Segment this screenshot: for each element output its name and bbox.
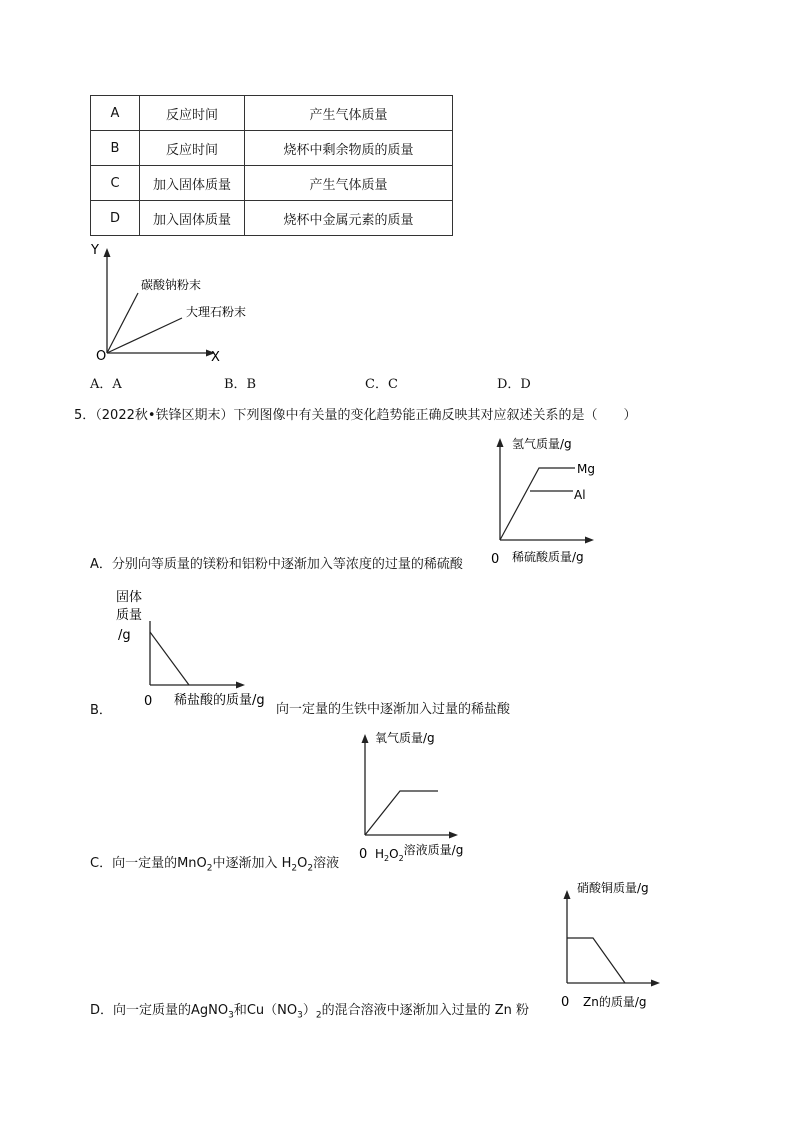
- x-axis-label: 稀硫酸质量/g: [512, 550, 584, 564]
- option-a-text: A．分别向等质量的镁粉和铝粉中逐渐加入等浓度的过量的稀硫酸: [90, 557, 463, 572]
- origin-label: 0: [359, 847, 368, 862]
- y-axis-label: 硝酸铜质量/g: [577, 881, 649, 895]
- choice-b[interactable]: B．B: [224, 377, 257, 392]
- option-b-label: B．: [90, 703, 112, 718]
- line-sodium-carbonate: [107, 293, 138, 353]
- y-axis-arrow-icon: [564, 890, 571, 899]
- x-axis-arrow-icon: [236, 682, 245, 689]
- origin-label: O: [96, 349, 107, 364]
- y-axis-label: 氧气质量/g: [375, 731, 435, 745]
- options-table: [90, 95, 453, 236]
- y-axis-arrow-icon: [362, 734, 369, 743]
- line2-label: 大理石粉末: [186, 305, 247, 319]
- y-axis-label: 氢气质量/g: [512, 437, 572, 451]
- y-axis-arrow-icon: [104, 248, 111, 257]
- option-d-text: D．向一定质量的AgNO$_3$和$Cu(NO_3)_2$的混合溶液中逐渐加入过量的 Zn 粉: [90, 1003, 530, 1021]
- origin-label: 0: [561, 995, 570, 1010]
- line1-label: 碳酸钠粉末: [141, 278, 202, 292]
- line-mg: [500, 468, 575, 540]
- y-axis-arrow-icon: [497, 438, 504, 447]
- x-axis-label: X: [211, 350, 220, 365]
- line-copper-nitrate: [567, 938, 625, 983]
- y-axis-label-2: 质量: [116, 608, 143, 623]
- option-c-text: C．向一定量的MnO$_2$中逐渐加入 $H_2O_2$溶液: [90, 856, 340, 874]
- option-b-text: 向一定量的生铁中逐渐加入过量的稀盐酸: [276, 702, 511, 717]
- q4-graph: [85, 238, 247, 366]
- line-oxygen: [365, 791, 438, 835]
- x-axis-arrow-icon: [449, 832, 458, 839]
- table-row: B 反应时间 烧杯中剩余物质的质量: [91, 131, 453, 166]
- y-axis-label-1: 固体: [116, 590, 143, 605]
- graph-d: [555, 875, 685, 1015]
- table-row: C 加入固体质量 产生气体质量: [91, 166, 453, 201]
- table-row: D 加入固体质量 烧杯中金属元素的质量: [91, 201, 453, 236]
- choice-a[interactable]: A．A: [90, 377, 122, 392]
- choice-c[interactable]: C．C: [365, 377, 398, 392]
- y-axis-label-3: /g: [118, 628, 131, 643]
- choice-d[interactable]: D．D: [497, 377, 531, 392]
- series-al-label: Al: [574, 488, 586, 502]
- graph-a: [482, 430, 632, 570]
- x-axis-label: $H_2O_2$溶液质量/g: [375, 843, 464, 863]
- line-marble: [107, 318, 182, 353]
- origin-label: 0: [144, 694, 153, 709]
- table-row: A 反应时间 产生气体质量: [91, 96, 453, 131]
- question-5-stem: 5．（2022秋•铁锋区期末）下列图像中有关量的变化趋势能正确反映其对应叙述关系的是（ ）: [74, 408, 637, 423]
- x-axis-label: 稀盐酸的质量/g: [174, 693, 265, 708]
- series-mg-label: Mg: [577, 462, 595, 476]
- graph-b: [108, 587, 283, 712]
- graph-c: [355, 727, 505, 862]
- x-axis-label: Zn的质量/g: [583, 995, 647, 1009]
- origin-label: 0: [491, 552, 500, 567]
- x-axis-arrow-icon: [585, 537, 594, 544]
- y-axis-label: Y: [91, 243, 99, 258]
- line-solid-mass: [150, 632, 189, 685]
- x-axis-arrow-icon: [651, 980, 660, 987]
